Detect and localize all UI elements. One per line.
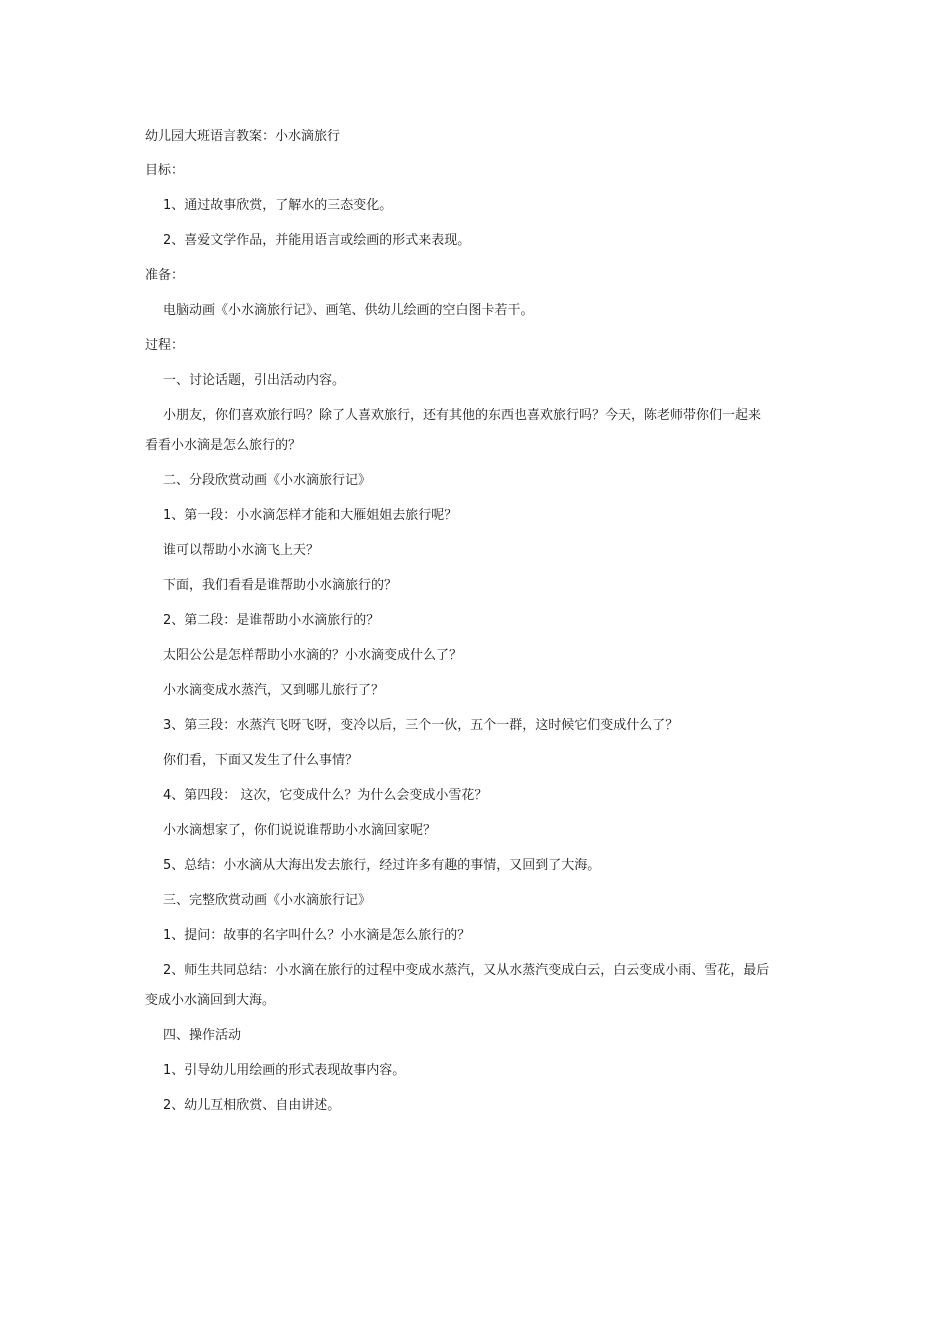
segment-item: 4、第四段： 这次，它变成什么？为什么会变成小雪花？ — [163, 788, 488, 803]
goal-item: 2、喜爱文学作品，并能用语言或绘画的形式来表现。 — [163, 233, 471, 248]
process-heading: 过程： — [145, 338, 185, 353]
step2-heading: 二、分段欣赏动画《小水滴旅行记》 — [163, 473, 372, 488]
segment-question: 小水滴想家了，你们说说谁帮助小水滴回家呢？ — [163, 823, 437, 838]
segment-question: 太阳公公是怎样帮助小水滴的？小水滴变成什么了？ — [163, 648, 463, 663]
step4-item: 1、引导幼儿用绘画的形式表现故事内容。 — [163, 1063, 406, 1078]
prep-text: 电脑动画《小水滴旅行记》、画笔、供幼儿绘画的空白图卡若干。 — [163, 303, 534, 318]
step1-text-line1: 小朋友，你们喜欢旅行吗？除了人喜欢旅行，还有其他的东西也喜欢旅行吗？今天，陈老师带你们一起来 — [163, 408, 762, 423]
step1-heading: 一、讨论话题，引出活动内容。 — [163, 373, 346, 388]
goal-item: 1、通过故事欣赏，了解水的三态变化。 — [163, 198, 393, 213]
goals-heading: 目标： — [145, 163, 185, 178]
step3-summary-line1: 2、师生共同总结：小水滴在旅行的过程中变成水蒸汽，又从水蒸汽变成白云，白云变成小雨、雪花，最后 — [163, 963, 770, 978]
document-title: 幼儿园大班语言教案：小水滴旅行 — [145, 129, 341, 144]
segment-question: 谁可以帮助小水滴飞上天？ — [163, 543, 320, 558]
segment-item: 3、第三段：水蒸汽飞呀飞呀，变冷以后，三个一伙，五个一群，这时候它们变成什么了？ — [163, 718, 679, 733]
step3-heading: 三、完整欣赏动画《小水滴旅行记》 — [163, 893, 372, 908]
segment-question: 小水滴变成水蒸汽，又到哪儿旅行了？ — [163, 683, 385, 698]
segment-summary: 5、总结：小水滴从大海出发去旅行，经过许多有趣的事情，又回到了大海。 — [163, 858, 601, 873]
segment-question: 下面，我们看看是谁帮助小水滴旅行的？ — [163, 578, 398, 593]
segment-item: 2、第二段：是谁帮助小水滴旅行的？ — [163, 613, 380, 628]
prep-heading: 准备： — [145, 268, 185, 283]
segment-question: 你们看，下面又发生了什么事情？ — [163, 753, 359, 768]
step3-summary-line2: 变成小水滴回到大海。 — [145, 993, 276, 1008]
step4-item: 2、幼儿互相欣赏、自由讲述。 — [163, 1098, 341, 1113]
step3-question: 1、提问：故事的名字叫什么？小水滴是怎么旅行的？ — [163, 928, 471, 943]
document-body — [145, 127, 815, 1131]
step4-heading: 四、操作活动 — [163, 1028, 242, 1043]
step1-text-line2: 看看小水滴是怎么旅行的？ — [145, 438, 302, 453]
segment-item: 1、第一段：小水滴怎样才能和大雁姐姐去旅行呢？ — [163, 508, 458, 523]
